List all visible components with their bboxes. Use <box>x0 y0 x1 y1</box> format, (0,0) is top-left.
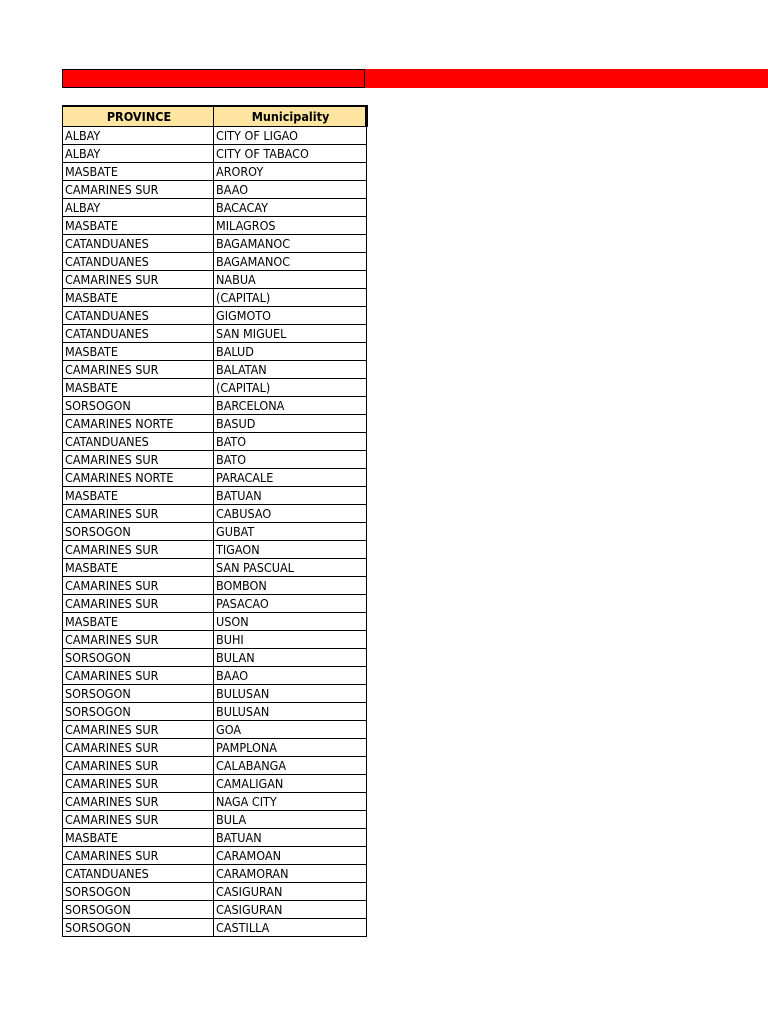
table-row <box>63 739 367 757</box>
municipality-cell: PARACALE <box>214 469 367 487</box>
province-cell: SORSOGON <box>63 901 214 919</box>
banner-bar-right <box>365 69 768 88</box>
table-row <box>63 361 367 379</box>
municipality-cell: (CAPITAL) <box>214 289 367 307</box>
table-row <box>63 397 367 415</box>
municipality-cell: NAGA CITY <box>214 793 367 811</box>
province-cell: CAMARINES SUR <box>63 757 214 775</box>
province-cell: SORSOGON <box>63 523 214 541</box>
province-cell: CAMARINES SUR <box>63 451 214 469</box>
table-row <box>63 649 367 667</box>
province-cell: CAMARINES SUR <box>63 595 214 613</box>
province-cell: CAMARINES SUR <box>63 847 214 865</box>
table-row <box>63 901 367 919</box>
table-row <box>63 181 367 199</box>
municipality-cell: NABUA <box>214 271 367 289</box>
province-cell: CAMARINES SUR <box>63 739 214 757</box>
table-row <box>63 721 367 739</box>
province-cell: CATANDUANES <box>63 235 214 253</box>
municipality-cell: BATUAN <box>214 487 367 505</box>
table-row <box>63 577 367 595</box>
banner-bar-left <box>62 69 365 88</box>
province-cell: MASBATE <box>63 487 214 505</box>
province-cell: CAMARINES SUR <box>63 577 214 595</box>
table-row <box>63 847 367 865</box>
municipality-cell: BALUD <box>214 343 367 361</box>
municipality-cell: BALATAN <box>214 361 367 379</box>
municipality-cell: (CAPITAL) <box>214 379 367 397</box>
table-row <box>63 613 367 631</box>
municipality-cell: BATO <box>214 451 367 469</box>
table-row <box>63 289 367 307</box>
province-cell: CAMARINES SUR <box>63 541 214 559</box>
municipality-cell: PAMPLONA <box>214 739 367 757</box>
table-row <box>63 559 367 577</box>
municipality-cell: BAGAMANOC <box>214 253 367 271</box>
province-cell: CATANDUANES <box>63 433 214 451</box>
municipality-cell: SAN MIGUEL <box>214 325 367 343</box>
province-cell: ALBAY <box>63 127 214 145</box>
table-row <box>63 919 367 937</box>
province-cell: MASBATE <box>63 613 214 631</box>
municipality-cell: GUBAT <box>214 523 367 541</box>
province-cell: MASBATE <box>63 163 214 181</box>
municipality-cell: BAAO <box>214 667 367 685</box>
table-row <box>63 127 367 145</box>
table-row <box>63 343 367 361</box>
table-row <box>63 667 367 685</box>
municipality-cell: BULUSAN <box>214 685 367 703</box>
municipality-cell: TIGAON <box>214 541 367 559</box>
province-cell: SORSOGON <box>63 649 214 667</box>
table-row <box>63 505 367 523</box>
municipality-cell: BULAN <box>214 649 367 667</box>
municipality-cell: PASACAO <box>214 595 367 613</box>
table-row <box>63 811 367 829</box>
table-row <box>63 865 367 883</box>
province-cell: CATANDUANES <box>63 307 214 325</box>
table-row <box>63 199 367 217</box>
table-row <box>63 685 367 703</box>
municipality-cell: AROROY <box>214 163 367 181</box>
municipality-cell: GOA <box>214 721 367 739</box>
province-cell: CAMARINES SUR <box>63 775 214 793</box>
province-cell: CAMARINES SUR <box>63 667 214 685</box>
municipality-cell: BACACAY <box>214 199 367 217</box>
municipality-cell: BAAO <box>214 181 367 199</box>
municipality-cell: USON <box>214 613 367 631</box>
municipality-cell: CALABANGA <box>214 757 367 775</box>
province-cell: CAMARINES SUR <box>63 361 214 379</box>
table-row <box>63 631 367 649</box>
province-cell: CAMARINES NORTE <box>63 469 214 487</box>
province-cell: MASBATE <box>63 559 214 577</box>
municipality-cell: SAN PASCUAL <box>214 559 367 577</box>
province-municipality-table <box>62 105 368 937</box>
municipality-cell: BULA <box>214 811 367 829</box>
province-column-header: PROVINCE <box>63 106 214 127</box>
table-row <box>63 379 367 397</box>
province-cell: MASBATE <box>63 217 214 235</box>
table-row <box>63 235 367 253</box>
table-row <box>63 829 367 847</box>
municipality-cell: BOMBON <box>214 577 367 595</box>
municipality-cell: CABUSAO <box>214 505 367 523</box>
municipality-cell: GIGMOTO <box>214 307 367 325</box>
table-row <box>63 271 367 289</box>
table-row <box>63 415 367 433</box>
table-row <box>63 307 367 325</box>
province-cell: SORSOGON <box>63 703 214 721</box>
table-row <box>63 217 367 235</box>
municipality-cell: CAMALIGAN <box>214 775 367 793</box>
table-row <box>63 253 367 271</box>
table-row <box>63 523 367 541</box>
municipality-cell: MILAGROS <box>214 217 367 235</box>
municipality-cell: BATO <box>214 433 367 451</box>
province-cell: SORSOGON <box>63 883 214 901</box>
table-row <box>63 145 367 163</box>
province-cell: ALBAY <box>63 199 214 217</box>
province-cell: CAMARINES SUR <box>63 181 214 199</box>
table-row <box>63 433 367 451</box>
province-cell: CAMARINES SUR <box>63 793 214 811</box>
table-row <box>63 775 367 793</box>
province-cell: MASBATE <box>63 379 214 397</box>
table-row <box>63 883 367 901</box>
table-row <box>63 703 367 721</box>
table-row <box>63 757 367 775</box>
province-cell: SORSOGON <box>63 919 214 937</box>
municipality-cell: CARAMOAN <box>214 847 367 865</box>
province-cell: SORSOGON <box>63 685 214 703</box>
header-row <box>63 106 367 127</box>
municipality-cell: BASUD <box>214 415 367 433</box>
province-cell: MASBATE <box>63 289 214 307</box>
province-cell: MASBATE <box>63 829 214 847</box>
table-row <box>63 541 367 559</box>
municipality-cell: BAGAMANOC <box>214 235 367 253</box>
province-cell: CATANDUANES <box>63 865 214 883</box>
table-row <box>63 469 367 487</box>
table-row <box>63 793 367 811</box>
municipality-column-header: Municipality <box>214 106 367 127</box>
municipality-cell: BATUAN <box>214 829 367 847</box>
table-row <box>63 163 367 181</box>
province-cell: CAMARINES SUR <box>63 505 214 523</box>
municipality-cell: CITY OF LIGAO <box>214 127 367 145</box>
municipality-cell: CASIGURAN <box>214 901 367 919</box>
province-cell: CAMARINES SUR <box>63 631 214 649</box>
province-cell: ALBAY <box>63 145 214 163</box>
province-cell: SORSOGON <box>63 397 214 415</box>
province-cell: CATANDUANES <box>63 325 214 343</box>
table-row <box>63 451 367 469</box>
province-cell: CATANDUANES <box>63 253 214 271</box>
province-cell: MASBATE <box>63 343 214 361</box>
municipality-cell: CASTILLA <box>214 919 367 937</box>
municipality-cell: CARAMORAN <box>214 865 367 883</box>
province-cell: CAMARINES SUR <box>63 721 214 739</box>
municipality-cell: CASIGURAN <box>214 883 367 901</box>
province-cell: CAMARINES NORTE <box>63 415 214 433</box>
municipality-cell: BARCELONA <box>214 397 367 415</box>
province-cell: CAMARINES SUR <box>63 811 214 829</box>
table-row <box>63 325 367 343</box>
province-cell: CAMARINES SUR <box>63 271 214 289</box>
municipality-cell: BUHI <box>214 631 367 649</box>
municipality-cell: BULUSAN <box>214 703 367 721</box>
table-row <box>63 595 367 613</box>
table-row <box>63 487 367 505</box>
municipality-cell: CITY OF TABACO <box>214 145 367 163</box>
